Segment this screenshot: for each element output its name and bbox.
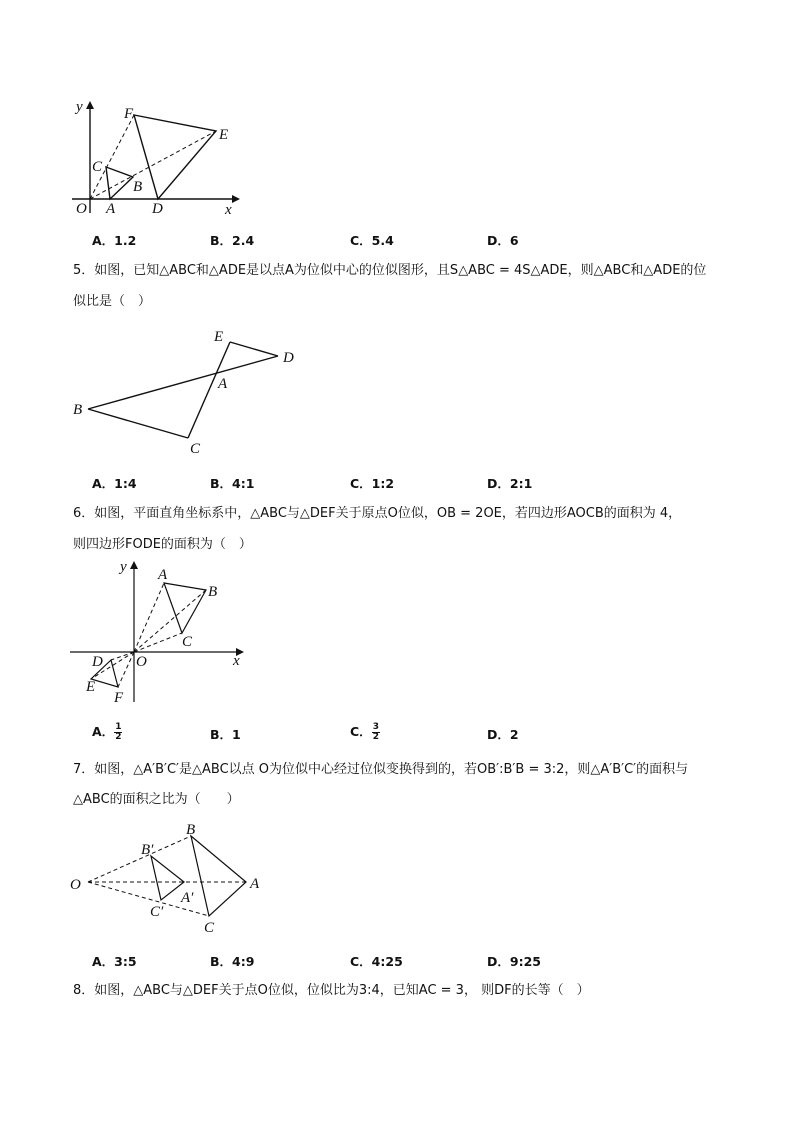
q5-label-d: D xyxy=(283,350,294,366)
q6-option-c-prefix: C． xyxy=(350,724,372,739)
q4-label-c: C xyxy=(92,159,103,175)
q6-label-b: B xyxy=(208,584,218,600)
q4-label-f: F xyxy=(124,106,134,122)
q7-triangle-a1b1c1 xyxy=(151,856,184,900)
q5-figure xyxy=(70,325,310,460)
q4-option-d[interactable]: D．6 xyxy=(487,233,519,248)
q6-label-c: C xyxy=(182,634,193,650)
q7-label-a: A xyxy=(250,876,260,892)
q7-label-c-prime: C′ xyxy=(150,904,164,920)
q8-question-line1: 8．如图，△ABC与△DEF关于点O位似，位似比为3:4，已知AC = 3， 则DF的长等（ ） xyxy=(73,983,590,998)
q6-option-a-fraction: $\frac{1}{2}$ xyxy=(115,722,122,742)
q5-question-line1: 5．如图，已知△ABC和△ADE是以点A为位似中心的位似图形，且S△ABC = 4S△ADE，则△ABC和△ADE的位 xyxy=(73,263,707,278)
q7-label-b-prime: B′ xyxy=(141,842,154,858)
q7-question-line2: △ABC的面积之比为（ ） xyxy=(73,792,240,807)
q5-option-b[interactable]: B．4:1 xyxy=(210,476,255,491)
q5-segment-bd xyxy=(88,356,278,409)
q5-label-e: E xyxy=(214,329,224,345)
q4-label-a: A xyxy=(106,201,116,217)
q6-option-d[interactable]: D．2 xyxy=(487,727,519,742)
q7-figure xyxy=(66,818,276,940)
q6-question-line1: 6．如图，平面直角坐标系中，△ABC与△DEF关于原点O位似，OB = 2OE，若四边形AOCB的面积为 4， xyxy=(73,506,682,521)
q7-label-o: O xyxy=(70,877,81,893)
q4-label-e: E xyxy=(219,127,229,143)
q6-label-x: x xyxy=(233,653,240,669)
q5-label-a: A xyxy=(218,376,228,392)
q6-option-a-prefix: A． xyxy=(92,724,115,739)
q6-label-y: y xyxy=(120,559,127,575)
q4-triangle-def xyxy=(134,115,216,199)
q7-option-d[interactable]: D．9:25 xyxy=(487,954,541,969)
q7-label-c: C xyxy=(204,920,215,936)
q5-label-c: C xyxy=(190,441,201,457)
q4-option-b[interactable]: B．2.4 xyxy=(210,233,255,248)
q4-label-b: B xyxy=(133,179,143,195)
q6-option-c-fraction: $\frac{3}{2}$ xyxy=(372,722,379,742)
q6-option-c[interactable] xyxy=(350,722,380,742)
q4-label-d: D xyxy=(152,201,163,217)
q4-option-a[interactable]: A．1.2 xyxy=(92,233,137,248)
q6-option-a[interactable] xyxy=(92,722,122,742)
q6-label-e: E xyxy=(86,679,96,695)
q6-label-d: D xyxy=(92,654,103,670)
q5-question-line2: 似比是（ ） xyxy=(73,294,152,309)
q5-option-a[interactable]: A．1:4 xyxy=(92,476,137,491)
q6-triangle-abc xyxy=(164,583,206,633)
q7-label-b: B xyxy=(186,822,196,838)
q6-figure xyxy=(66,557,251,707)
q4-label-o: O xyxy=(76,201,87,217)
q4-figure xyxy=(60,95,250,220)
q6-label-f: F xyxy=(114,690,124,706)
q5-option-d[interactable]: D．2:1 xyxy=(487,476,533,491)
q4-option-c[interactable]: C．5.4 xyxy=(350,233,394,248)
q6-label-o: O xyxy=(136,654,147,670)
q6-question-line2: 则四边形FODE的面积为（ ） xyxy=(73,537,252,552)
q7-option-c[interactable]: C．4:25 xyxy=(350,954,403,969)
q7-option-a[interactable]: A．3:5 xyxy=(92,954,137,969)
q4-label-y: y xyxy=(76,99,83,115)
q5-label-b: B xyxy=(73,402,83,418)
q4-label-x: x xyxy=(225,202,232,218)
q7-label-a-prime: A′ xyxy=(181,890,194,906)
q5-option-c[interactable]: C．1:2 xyxy=(350,476,395,491)
q7-question-line1: 7．如图，△A′B′C′是△ABC以点 O为位似中心经过位似变换得到的，若OB′:B′B = 3:2，则△A′B′C′的面积与 xyxy=(73,762,689,777)
q6-option-b[interactable]: B．1 xyxy=(210,727,241,742)
q6-label-a: A xyxy=(158,567,168,583)
q4-triangle-abc xyxy=(106,167,133,199)
q7-triangle-abc xyxy=(191,836,246,916)
q7-option-b[interactable]: B．4:9 xyxy=(210,954,255,969)
